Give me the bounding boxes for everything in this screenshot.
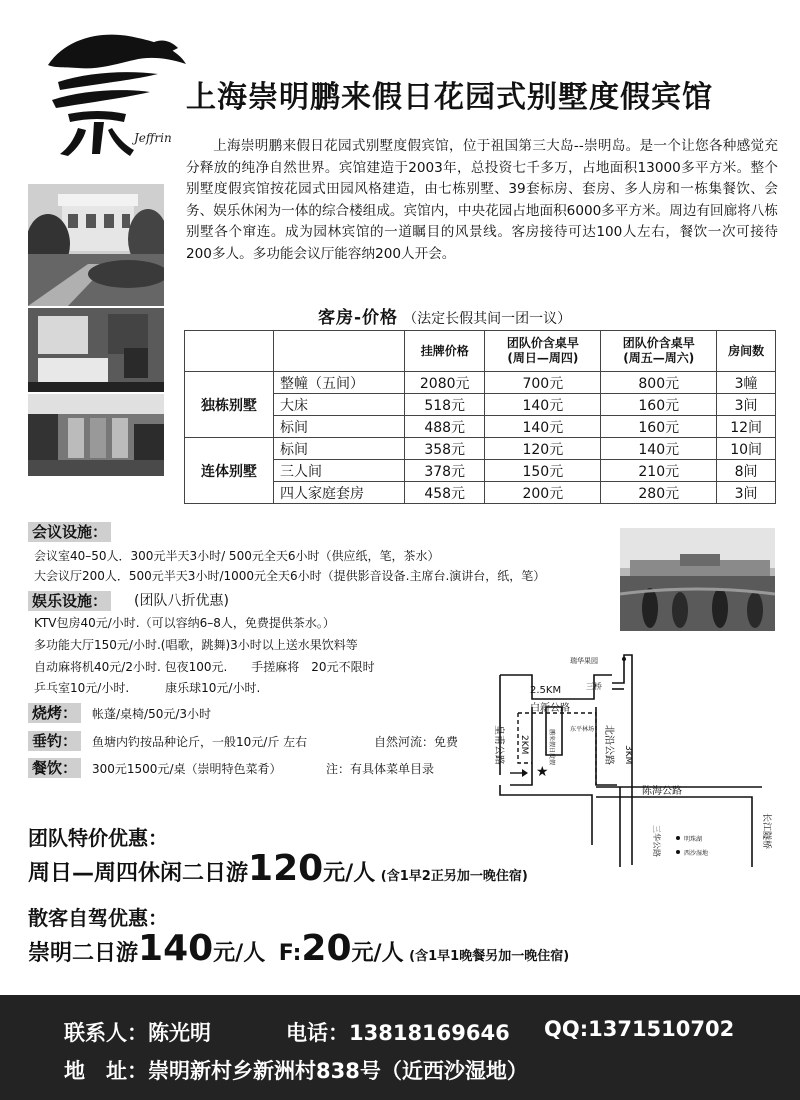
- list-price-cell: 358元: [405, 438, 485, 460]
- address-label: 地 址：: [64, 1059, 148, 1083]
- contact-label: 联系人：: [64, 1021, 148, 1045]
- guest-room-photo: [28, 308, 164, 392]
- self-promo-note: (含1早1晚餐另加一晚住宿): [409, 949, 570, 964]
- self-promo-unit: 元/人: [213, 941, 266, 966]
- room-count-cell: 12间: [717, 416, 776, 438]
- header-weekend-price: 团队价含桌早 (周五—周六): [601, 331, 717, 372]
- bbq-title: 烧烤：: [28, 703, 81, 723]
- price-table: [184, 330, 776, 504]
- phone-label: 电话：: [286, 1021, 349, 1045]
- room-name-cell: 四人家庭套房: [274, 482, 405, 504]
- list-price-cell: 518元: [405, 394, 485, 416]
- map-label-beiyan: 北沿公路: [603, 725, 614, 765]
- map-label-dist3: 3KM: [623, 745, 633, 765]
- price-table-header-row: [185, 331, 776, 372]
- dining-text-2: 注：有具体菜单目录: [326, 762, 435, 776]
- dining-text: 300元1500元/桌（崇明特色菜肴）: [92, 762, 282, 776]
- map-label-baixin: 白新公路: [530, 703, 570, 714]
- fishing-title: 垂钓：: [28, 731, 81, 751]
- price-note: （法定长假其间一团一议）: [403, 311, 572, 327]
- entertainment-subtitle: (团队八折优惠): [134, 593, 229, 609]
- entertainment-line-3: 自动麻将机40元/2小时. 包夜100元. 手搓麻将 20元不限时: [34, 660, 375, 674]
- garden-photo: [620, 528, 775, 631]
- list-price-cell: 488元: [405, 416, 485, 438]
- map-label-ruihua: 瑞华果园: [570, 657, 598, 665]
- fishing-text: 鱼塘内钓按品种论斤，一般10元/斤 左右: [92, 735, 308, 749]
- header-list-price: 挂牌价格: [405, 331, 485, 372]
- map-label-hotel: 鹏来假日度假: [548, 729, 555, 766]
- footer-bar: [0, 995, 800, 1100]
- price-heading: [318, 303, 571, 328]
- logo-signature: Jeffrin: [134, 131, 172, 145]
- group-promo-title: 团队特价优惠：: [28, 826, 168, 850]
- self-promo-f-price: 20: [301, 928, 352, 969]
- fishing-text-2: 自然河流：免费: [374, 735, 459, 749]
- qq-row: [544, 1017, 734, 1041]
- room-count-cell: 3幢: [717, 372, 776, 394]
- dining-title: 餐饮：: [28, 758, 81, 778]
- room-name-cell: 标间: [274, 416, 405, 438]
- entertainment-line-4: 乒乓室10元/小时. 康乐球10元/小时.: [34, 681, 261, 695]
- table-row: [185, 482, 776, 504]
- table-row: [185, 438, 776, 460]
- table-row: [185, 416, 776, 438]
- list-price-cell: 378元: [405, 460, 485, 482]
- map-label-huangfu: [493, 725, 506, 765]
- room-type-cell: 连体别墅: [185, 438, 274, 504]
- contact-name: 陈光明: [148, 1021, 211, 1045]
- header-weekday-price: 团队价含桌早 (周日—周四): [485, 331, 601, 372]
- qq-number: 1371510702: [588, 1017, 735, 1041]
- self-promo-price: 140: [138, 928, 214, 969]
- contact-row: [64, 1017, 211, 1047]
- eagle-logo-icon: [38, 30, 188, 160]
- table-row: [185, 372, 776, 394]
- table-row: [185, 460, 776, 482]
- room-type-cell: 独栋别墅: [185, 372, 274, 438]
- map-label-chenhai: 陈海公路: [642, 786, 682, 797]
- address-text: 崇明新村乡新洲村838号（近西沙湿地）: [148, 1059, 528, 1083]
- page-title: 上海崇明鹏来假日花园式别墅度假宾馆: [186, 80, 713, 115]
- meeting-facilities-title: 会议设施：: [28, 522, 111, 542]
- self-promo-line: [28, 928, 569, 969]
- room-name-cell: 大床: [274, 394, 405, 416]
- self-promo-pre: 崇明二日游: [28, 941, 139, 966]
- room-name-cell: 标间: [274, 438, 405, 460]
- price-table-body: [185, 372, 776, 504]
- room-name-cell: 整幢（五间）: [274, 372, 405, 394]
- list-price-cell: 458元: [405, 482, 485, 504]
- phone-number: 13818169646: [349, 1021, 510, 1045]
- intro-paragraph: 上海崇明鹏来假日花园式别墅度假宾馆，位于祖国第三大岛--崇明岛。是一个让您各种感觉充分释放的纯净自然世界。宾馆建造于2003年，总投资七千多万，占地面积13000多平方米。整个别墅度假宾馆按花园式田园风格建造，由七栋别墅、39套标房、套房、多人房和一栋集餐饮、会务、娱乐休闲为一体的综合楼组成。宾馆内，中央花园占地面积6000多平方米。周边有回廊将八栋别墅各个窜连。成为园林宾馆的一道瞩目的风景线。客房接待可达100人左右，餐饮一次可接待200多人。多功能会议厅能容纳200人开会。: [186, 138, 778, 262]
- weekday-price-cell: 200元: [485, 482, 601, 504]
- group-promo-price: 120: [248, 848, 324, 889]
- header-room: [274, 331, 405, 372]
- map-label-sanhua: 三华公路: [652, 825, 661, 857]
- phone-row: [286, 1017, 510, 1047]
- villa-exterior-photo: [28, 184, 164, 306]
- map-label-sanqiao: 三桥: [586, 682, 602, 691]
- weekday-price-cell: 700元: [485, 372, 601, 394]
- map-label-xisha: 西沙湿地: [684, 850, 709, 857]
- weekend-price-cell: 210元: [601, 460, 717, 482]
- self-promo-f-unit: 元/人: [351, 941, 404, 966]
- map-label-dist1: 2.5KM: [530, 685, 562, 696]
- room-count-cell: 3间: [717, 394, 776, 416]
- room-count-cell: 3间: [717, 482, 776, 504]
- qq-label: QQ:: [544, 1017, 589, 1041]
- meeting-line-2: 大会议厅200人．500元半天3小时/1000元全天6小时（提供影音设备.主席台.演讲台，纸，笔）: [34, 569, 546, 583]
- entertainment-line-1: KTV包房40元/小时.（可以容纳6–8人，免费提供茶水。）: [34, 616, 335, 630]
- header-type: [185, 331, 274, 372]
- location-map: [492, 645, 782, 867]
- group-promo-line: [28, 848, 528, 889]
- map-label-mingzhu: 明珠湖: [684, 836, 703, 843]
- price-title: 客房-价格: [318, 308, 399, 328]
- map-label-changjiang: 长江隧桥: [761, 813, 771, 850]
- map-label-dist2: 2KM: [519, 735, 529, 755]
- address-row: [64, 1055, 528, 1085]
- bbq-text: 帐蓬/桌椅/50元/3小时: [92, 707, 212, 721]
- room-count-cell: 8间: [717, 460, 776, 482]
- svg-text:皇甫公路: 皇甫公路: [493, 725, 504, 765]
- weekday-price-cell: 140元: [485, 416, 601, 438]
- group-promo-pre: 周日—周四休闲二日游: [28, 861, 249, 886]
- weekend-price-cell: 800元: [601, 372, 717, 394]
- table-row: [185, 394, 776, 416]
- weekday-price-cell: 140元: [485, 394, 601, 416]
- hotel-star-icon: ★: [536, 764, 549, 780]
- list-price-cell: 2080元: [405, 372, 485, 394]
- header-room-count: 房间数: [717, 331, 776, 372]
- weekend-price-cell: 160元: [601, 416, 717, 438]
- map-label-dongping: 东平林场: [570, 726, 595, 733]
- entertainment-title: 娱乐设施：: [28, 591, 111, 611]
- self-promo-f: F:: [278, 941, 302, 966]
- weekend-price-cell: 140元: [601, 438, 717, 460]
- room-count-cell: 10间: [717, 438, 776, 460]
- room-name-cell: 三人间: [274, 460, 405, 482]
- entertainment-line-2: 多功能大厅150元/小时.(唱歌，跳舞)3小时以上送水果饮料等: [34, 638, 358, 652]
- lounge-photo: [28, 394, 164, 476]
- weekend-price-cell: 160元: [601, 394, 717, 416]
- meeting-line-1: 会议室40–50人．300元半天3小时/ 500元全天6小时（供应纸，笔，茶水）: [34, 549, 440, 563]
- weekend-price-cell: 280元: [601, 482, 717, 504]
- weekday-price-cell: 150元: [485, 460, 601, 482]
- group-promo-note: (含1早2正另加一晚住宿): [380, 869, 528, 884]
- group-promo-unit: 元/人: [323, 861, 376, 886]
- self-promo-title: 散客自驾优惠：: [28, 906, 168, 930]
- weekday-price-cell: 120元: [485, 438, 601, 460]
